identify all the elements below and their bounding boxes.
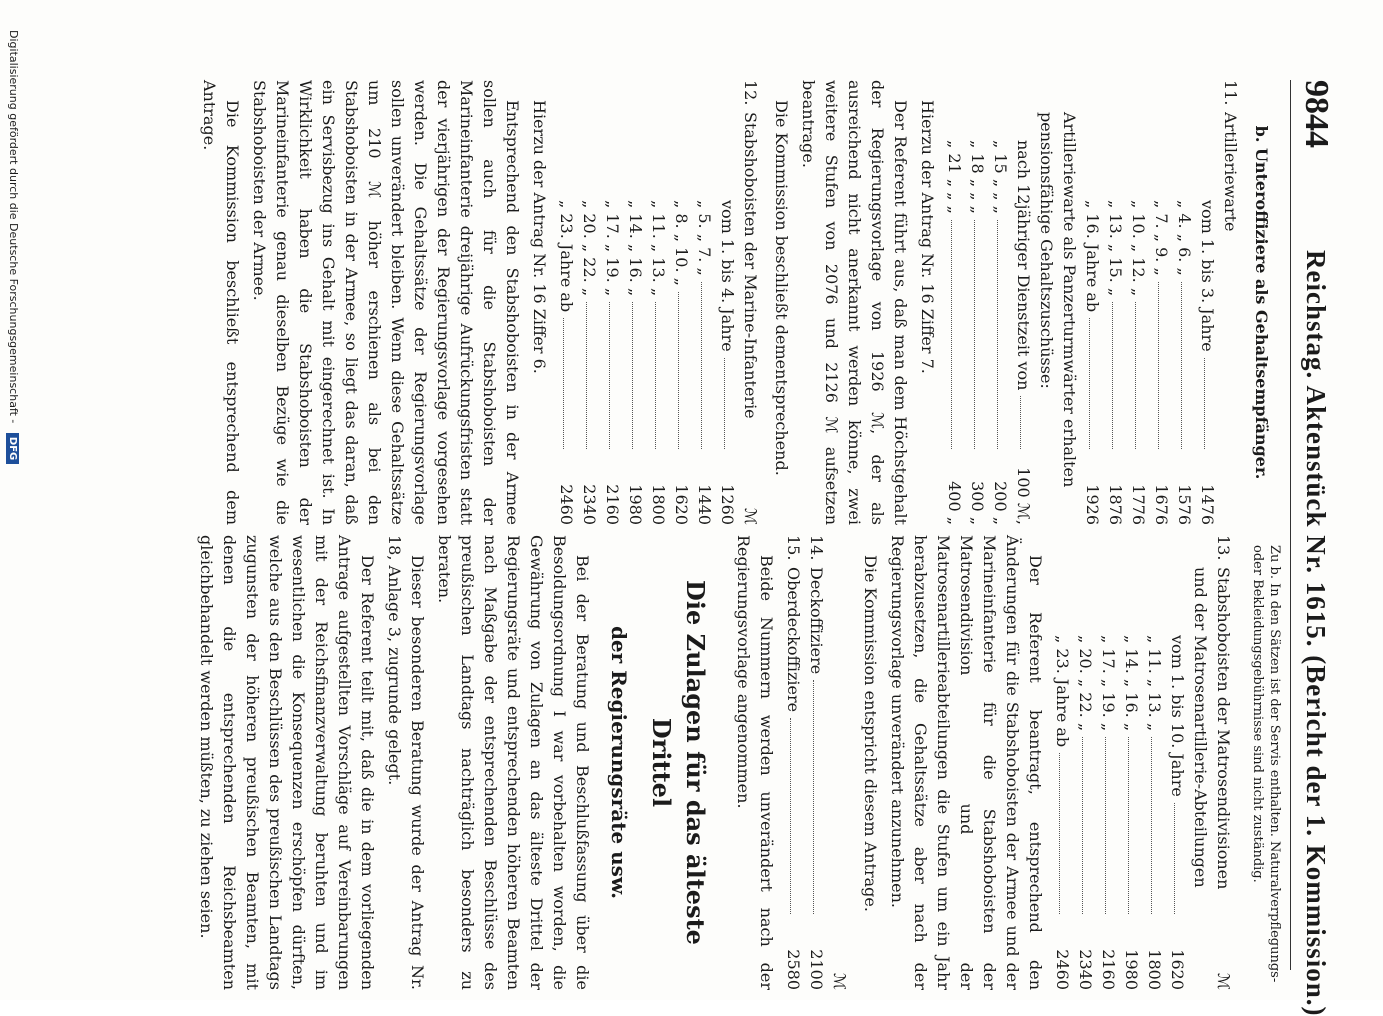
table-row: [601, 80, 624, 525]
paragraph: Der Referent beantragt, entsprechend den Änderungen für die Stabshoboisten der Armee und der Marineinfanterie für die Stabshoboisten der Matrosendivision und der Matrosenartillerieabteilungen die Stufen um ein Jahr herabzusetzen, die Gehaltssätze aber nach der Regierungsvorlage unverändert anzunehmen.: [888, 535, 1045, 990]
item-12-heading: 12. Stabshoboisten der Marine-Infanterie ℳ: [741, 80, 760, 525]
table-row: [1127, 80, 1150, 525]
row-label: nach 12jähriger Dienstzeit von: [1014, 140, 1033, 391]
paragraph: Der Referent führt aus, daß man dem Höchstgehalt der Regierungsvorlage von 1926 ℳ, der als ausreichend nicht anerkannt werden könne, zwei weitere Stufen von 2076 und 2126 ℳ aufsetzen beantrage.: [799, 80, 910, 525]
row-value: 400 „: [945, 481, 964, 525]
row-label: „ 23. Jahre ab: [1053, 635, 1072, 748]
row-value: 1440: [695, 484, 714, 525]
row-value: 1620: [672, 484, 691, 525]
page-number: 9844: [1298, 80, 1335, 148]
row-value: 1926: [1083, 484, 1102, 525]
table-row: [1120, 535, 1143, 990]
row-label: „ 11. „ 13. „: [649, 200, 668, 297]
paragraph: Die Kommission beschließt entsprechend dem Antrage.: [200, 80, 242, 525]
table-row: [1196, 80, 1219, 525]
item-11-subheading: Artilleriewarte als Panzerturmwärter erhalten pensionsfähige Gehaltszuschüsse:: [1037, 112, 1079, 488]
table-row: [1097, 535, 1120, 990]
table-row: [624, 80, 647, 525]
table-row: [1051, 535, 1074, 990]
row-value: 2340: [580, 484, 599, 525]
row-value: 100 ℳ,: [1014, 467, 1033, 525]
row-value: 2160: [1099, 949, 1118, 990]
row-label: „ 11. „ 13. „: [1145, 635, 1164, 732]
row-value: 1676: [1152, 484, 1171, 525]
table-row: [943, 80, 966, 525]
row-value: 1576: [1175, 484, 1194, 525]
row-label: „ 16. Jahre ab: [1083, 200, 1102, 313]
row-value: 1620: [1168, 949, 1187, 990]
table-row: [670, 80, 693, 525]
item-14-row: 14. Deckoffiziere 2100: [807, 535, 826, 990]
item-11-heading: 11. Artilleriewarte: [1221, 80, 1240, 232]
item-13-heading: 13. Stabshoboisten der Matrosendivisionen und der Matrosenartillerie-Abteilungen ℳ: [1191, 535, 1233, 990]
table-row: [1081, 80, 1104, 525]
paragraph: Bei der Beratung und Beschlußfassung über die Besoldungsordnung I war vorbehalten worden, die Gewährung von Zulagen an das älteste Drittel der Regierungsräte und entsprechenden höheren Beamten nach Maßgabe der entsprechenden Beschlüsse des preußischen Landtags nachträglich besonders zu beraten.: [435, 535, 592, 990]
item-13-table: [1051, 535, 1189, 990]
footnote-b: Zu b. In den Sätzen ist der Servis enthalten. Naturalverpflegungs- oder Bekleidungsgebührnisse sind nicht zuständig.: [1250, 545, 1282, 983]
paragraph: Dieser besonderen Beratung wurde der Antrag Nr. 18, Anlage 3, zugrunde gelegt.: [385, 535, 427, 990]
row-label: „ 21 „ „ „: [945, 140, 964, 214]
row-label: „ 5. „ 7. „: [695, 200, 714, 276]
paragraph: Entsprechend den Stabshoboisten in der Armee sollen auch für die Stabshoboisten der Marineinfanterie dreijährige Aufrückungsfristen statt der vierjährigen der Regierungsvorlage vorgesehen werden. Die Gehaltssätze der Regierungsvorlage sollen unverändert bleiben. Wenn diese Gehaltssätze um 210 ℳ höher erschienen als bei den Stabshoboisten in der Armee, so liegt das daran, daß ein Servisbezug ins Gehalt mit eingerechnet ist. In Wirklichkeit haben die Stabshoboisten der Marineinfanterie genau dieselben Bezüge wie die Stabshoboisten der Armee.: [250, 80, 522, 525]
right-column: [191, 535, 1283, 990]
table-row: [693, 80, 716, 525]
item-12-table: [555, 80, 739, 525]
paragraph: Beide Nummern werden unverändert nach der Regierungsvorlage angenommen.: [734, 535, 776, 990]
row-label: „ 10. „ 12. „: [1129, 200, 1148, 297]
table-row: [555, 80, 578, 525]
table-row: [647, 80, 670, 525]
row-label: „ 20. „ 22. „: [580, 200, 599, 297]
row-value: 200 „: [991, 481, 1010, 525]
row-value: 1476: [1198, 484, 1217, 525]
row-label: „ 8. „ 10. „: [672, 200, 691, 286]
item-15-row: 15. Oberdeckoffiziere 2580: [784, 535, 803, 990]
row-label: „ 15 „ „ „: [991, 140, 1010, 214]
digitization-footer: [6, 30, 20, 980]
row-label: „ 20. „ 22. „: [1076, 635, 1095, 732]
item-11-supplement-table: [943, 80, 1035, 525]
paragraph: Die Kommission beschließt dementsprechend.: [772, 100, 791, 476]
table-row: [1104, 80, 1127, 525]
row-value: 2160: [603, 484, 622, 525]
row-value: 2460: [1053, 949, 1072, 990]
header-rule: [1290, 80, 1291, 970]
items-14-15-unit: ℳ: [830, 972, 849, 990]
row-value: 300 „: [968, 481, 987, 525]
row-label: vom 1. bis 4. Jahre: [718, 200, 737, 352]
item-11-table: [1081, 80, 1219, 525]
table-row: [1150, 80, 1173, 525]
page-title: Reichstag. Aktenstück Nr. 1615. (Bericht der 1. Kommission.): [1301, 250, 1331, 1016]
row-value: 1776: [1129, 484, 1148, 525]
left-column: [194, 80, 1285, 525]
row-value: 2340: [1076, 949, 1095, 990]
table-row: [578, 80, 601, 525]
section-heading: b. Unteroffiziere als Gehaltsempfänger.: [1252, 125, 1271, 480]
row-label: „ 14. „ 16. „: [626, 200, 645, 297]
row-label: „ 18 „ „ „: [968, 140, 987, 214]
row-label: „ 4. „ 6. „: [1175, 200, 1194, 276]
paragraph: Hierzu der Antrag Nr. 16 Ziffer 6.: [530, 100, 549, 374]
row-value: 2460: [557, 484, 576, 525]
row-label: „ 17. „ 19. „: [1099, 635, 1118, 732]
row-label: „ 13. „ 15. „: [1106, 200, 1125, 297]
row-value: 1980: [1122, 949, 1141, 990]
row-value: 1980: [626, 484, 645, 525]
paragraph: Der Referent teilt mit, daß die in dem vorliegenden Antrage aufgestellten Vorschläge auf Vereinbarungen mit der Reichsfinanzverwaltung beruhten und im wesentlichen die Konsequenzen erschöpfen dürften, welche aus den Beschlüssen des preußischen Landtags zugunsten der höheren preußischen Beamten, mit denen die entsprechenden Reichsbeamten gleichbehandelt werden müßten, zu ziehen seien.: [197, 535, 377, 990]
table-row: [1173, 80, 1196, 525]
footer-text: Digitalisierung gefördert durch die Deutsche Forschungsgemeinschaft -: [7, 30, 20, 424]
table-row: [1074, 535, 1097, 990]
row-label: „ 17. „ 19. „: [603, 200, 622, 297]
row-value: 1800: [649, 484, 668, 525]
table-row: [1143, 535, 1166, 990]
row-value: 1800: [1145, 949, 1164, 990]
zulagen-heading-1: Die Zulagen für das älteste Drittel: [647, 580, 710, 945]
table-row: [966, 80, 989, 525]
page-header: [1295, 80, 1335, 1016]
row-label: vom 1. bis 10. Jahre: [1168, 635, 1187, 797]
zulagen-heading-2: der Regierungsräte usw.: [607, 625, 631, 900]
row-label: „ 14. „ 16. „: [1122, 635, 1141, 732]
table-row: [989, 80, 1012, 525]
row-value: 1876: [1106, 484, 1125, 525]
table-row: [1012, 80, 1035, 525]
table-row: [1166, 535, 1189, 990]
dfg-logo: DFG: [6, 433, 19, 464]
paragraph: Hierzu der Antrag Nr. 16 Ziffer 7.: [918, 100, 937, 374]
table-row: [716, 80, 739, 525]
row-value: 1260: [718, 484, 737, 525]
row-label: vom 1. bis 3. Jahre: [1198, 200, 1217, 352]
row-label: „ 23. Jahre ab: [557, 200, 576, 313]
paragraph: Die Kommission entspricht diesem Antrage.: [861, 555, 880, 912]
row-label: „ 7. „ 9. „: [1152, 200, 1171, 276]
